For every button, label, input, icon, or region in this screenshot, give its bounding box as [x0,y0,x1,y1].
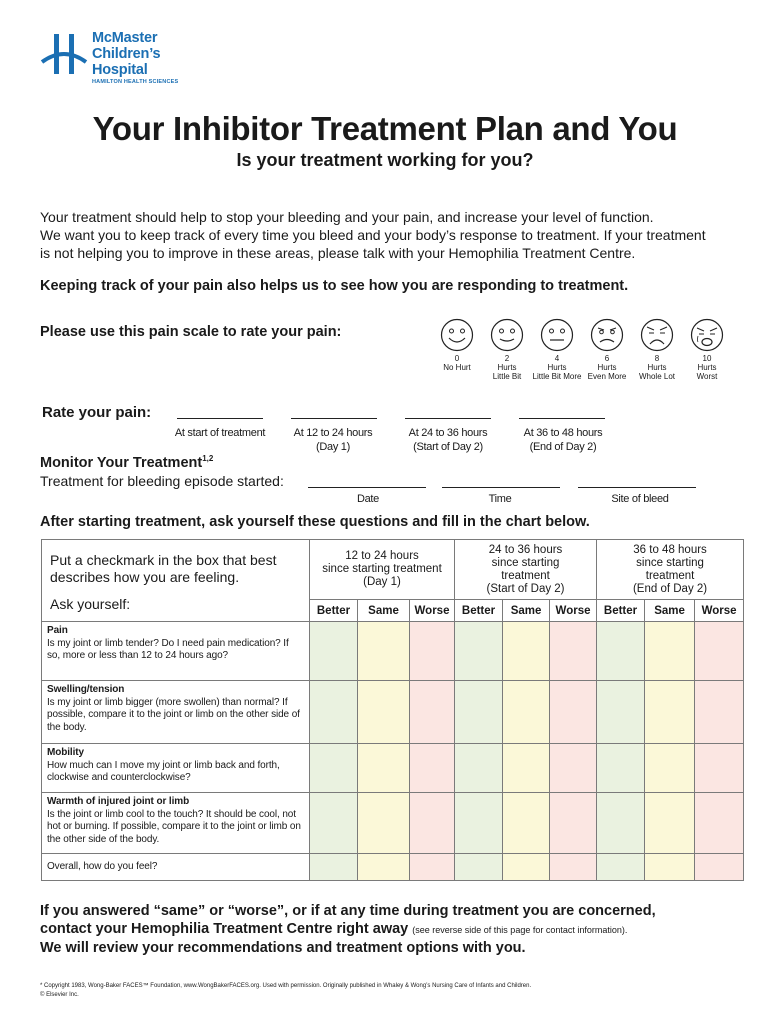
checkbox-pain-same-1[interactable] [358,622,410,681]
chart-instructions: After starting treatment, ask yourself these questions and fill in the chart below. [40,514,590,530]
episode-site-field[interactable] [578,487,696,488]
treatment-chart [41,539,744,881]
face-6-text-1: Hurts [597,363,617,372]
rate-pain-label: Rate your pain: [42,404,152,421]
chart-header-instructions [42,540,310,622]
checkbox-overall-worse-2[interactable] [550,854,597,881]
row-pain [42,622,744,681]
checkbox-swelling-better-3[interactable] [597,681,645,744]
intro-line-2: We want you to keep track of every time you bleed and your body’s response to treatment. If your treatment [40,227,706,243]
checkbox-mobility-same-2[interactable] [503,744,550,793]
episode-time-field[interactable] [442,487,560,488]
face-8-text-1: Hurts [647,363,667,372]
rate-caption-start-day2-line1: At 24 to 36 hours [408,427,488,439]
logo-line-4: HAMILTON HEALTH SCIENCES [92,79,179,85]
face-10-number: 10 [702,354,712,363]
period-start-day2-l3: treatment [501,569,550,582]
question-pain-text: Is my joint or limb tender? Do I need pain medication? If so, more or less than 12 to 24 hours ago? [47,637,289,661]
logo-line-3: Hospital [92,62,148,78]
question-pain-title: Pain [47,625,68,636]
checkbox-swelling-worse-1[interactable] [410,681,455,744]
checkbox-pain-same-3[interactable] [645,622,695,681]
checkbox-warmth-worse-3[interactable] [695,793,744,854]
episode-label: Treatment for bleeding episode started: [40,473,284,489]
rate-caption-end-day2-line1: At 36 to 48 hours [523,427,603,439]
checkbox-overall-worse-3[interactable] [695,854,744,881]
checkbox-warmth-same-3[interactable] [645,793,695,854]
checkbox-mobility-worse-3[interactable] [695,744,744,793]
col-better-3: Better [597,600,645,622]
intro-paragraph [40,208,750,262]
rate-start-field[interactable] [177,418,263,419]
hospital-logo-icon [40,32,88,76]
face-2-text-2: Little Bit [492,372,522,381]
checkbox-swelling-same-2[interactable] [503,681,550,744]
question-warmth [42,793,310,854]
monitor-title: Monitor Your Treatment [40,454,203,471]
face-hurts-whole-lot-icon [640,318,674,352]
col-worse-2: Worse [550,600,597,622]
checkbox-mobility-better-2[interactable] [455,744,503,793]
checkbox-swelling-better-2[interactable] [455,681,503,744]
monitor-heading [40,454,213,471]
logo-line-1: McMaster [92,30,158,46]
period-end-day2-l3: treatment [645,569,695,582]
checkbox-overall-better-2[interactable] [455,854,503,881]
checkbox-overall-worse-1[interactable] [410,854,455,881]
period-start-day2-l4: (Start of Day 2) [486,582,565,595]
rate-caption-end-day2-line2: (End of Day 2) [529,441,597,453]
question-pain [42,622,310,681]
checkbox-warmth-worse-1[interactable] [410,793,455,854]
period-day1-l3: (Day 1) [363,576,401,588]
period-start-day2-l1: 24 to 36 hours [488,543,563,556]
checkbox-pain-same-2[interactable] [503,622,550,681]
face-8-text-2: Whole Lot [638,372,676,381]
face-2 [482,318,532,381]
checkbox-swelling-same-1[interactable] [358,681,410,744]
face-6-number: 6 [604,354,610,363]
row-mobility [42,744,744,793]
face-4 [532,318,582,381]
intro-line-1: Your treatment should help to stop your bleeding and your pain, and increase your level of function. [40,209,654,225]
episode-time-caption: Time [488,493,512,505]
checkbox-pain-worse-3[interactable] [695,622,744,681]
footer-line-2-wrap [40,920,760,939]
pain-scale-label: Please use this pain scale to rate your pain: [40,324,342,340]
face-2-number: 2 [504,354,510,363]
checkbox-overall-same-2[interactable] [503,854,550,881]
checkbox-mobility-better-3[interactable] [597,744,645,793]
question-overall [42,854,310,881]
face-6 [582,318,632,381]
checkbox-overall-better-3[interactable] [597,854,645,881]
rate-caption-start [160,426,280,440]
col-better-1: Better [310,600,358,622]
face-hurts-little-more-icon [540,318,574,352]
checkbox-swelling-same-3[interactable] [645,681,695,744]
question-warmth-text: Is the joint or limb cool to the touch? It should be cool, not hot or burning. If possible, compare it to the joint or limb on the other side of the body. [47,808,301,845]
face-2-text-1: Hurts [497,363,517,372]
period-start-day2-l2: since starting [491,556,560,569]
checkbox-warmth-better-3[interactable] [597,793,645,854]
rate-caption-day1-line1: At 12 to 24 hours [293,427,373,439]
hospital-logo [40,30,240,90]
col-worse-3: Worse [695,600,744,622]
rate-caption-day1 [273,426,393,454]
question-mobility-title: Mobility [47,747,84,758]
checkbox-pain-worse-1[interactable] [410,622,455,681]
copyright-line-2: © Elsevier Inc. [40,992,79,998]
row-warmth [42,793,744,854]
question-overall-text: Overall, how do you feel? [47,860,158,872]
question-mobility [42,744,310,793]
checkbox-pain-better-3[interactable] [597,622,645,681]
face-hurts-little-bit-icon [490,318,524,352]
period-day1-l2: since starting treatment [322,563,442,575]
rate-caption-start-day2-line2: (Start of Day 2) [413,441,483,453]
checkbox-swelling-worse-2[interactable] [550,681,597,744]
period-day1-header [310,540,455,600]
row-swelling [42,681,744,744]
checkbox-pain-better-2[interactable] [455,622,503,681]
face-hurts-even-more-icon [590,318,624,352]
col-same-2: Same [503,600,550,622]
face-10-text-2: Worst [696,372,718,381]
checkbox-mobility-better-1[interactable] [310,744,358,793]
logo-line-2: Children’s [92,46,161,62]
face-10-text-1: Hurts [697,363,717,372]
chart-header-line2: describes how you are feeling. [50,569,240,585]
checkbox-warmth-better-1[interactable] [310,793,358,854]
pain-scale-faces [432,318,742,388]
face-8 [632,318,682,381]
checkbox-warmth-better-2[interactable] [455,793,503,854]
checkbox-overall-same-1[interactable] [358,854,410,881]
face-4-number: 4 [554,354,560,363]
copyright-line-1: * Copyright 1983, Wong-Baker FACES™ Foundation, www.WongBakerFACES.org. Used with permission. Originally published in Whaley & Wong’s Nursing Care of Infants and Children. [40,983,532,989]
rate-caption-start-line1: At start of treatment [174,427,266,439]
checkbox-pain-better-1[interactable] [310,622,358,681]
col-same-1: Same [358,600,410,622]
face-0-text: No Hurt [443,363,471,372]
checkbox-swelling-worse-3[interactable] [695,681,744,744]
footer-line-2-small: (see reverse side of this page for contact information). [412,925,628,935]
checkbox-warmth-same-2[interactable] [503,793,550,854]
question-swelling-text: Is my joint or limb bigger (more swollen) than normal? If possible, compare it to the joint or limb on the other side of the body. [47,696,300,733]
copyright-note [40,982,740,1000]
face-no-hurt-icon [440,318,474,352]
period-end-day2-l4: (End of Day 2) [632,582,708,595]
face-8-number: 8 [654,354,660,363]
face-6-text-2: Even More [587,372,627,381]
checkbox-warmth-same-1[interactable] [358,793,410,854]
col-worse-1: Worse [410,600,455,622]
chart-ask-yourself: Ask yourself: [50,596,131,612]
checkbox-mobility-worse-1[interactable] [410,744,455,793]
checkbox-mobility-same-3[interactable] [645,744,695,793]
footer-note [40,902,760,957]
checkbox-pain-worse-2[interactable] [550,622,597,681]
chart-header-line1: Put a checkmark in the box that best [50,552,277,568]
footer-line-2: contact your Hemophilia Treatment Centre right away [40,921,409,937]
question-swelling-title: Swelling/tension [47,684,125,695]
row-overall [42,854,744,881]
keeping-track-note: Keeping track of your pain also helps us to see how you are responding to treatment. [40,278,629,294]
face-4-text-2: Little Bit More [532,372,582,381]
intro-line-3: is not helping you to improve in these areas, please talk with your Hemophilia Treatment Centre. [40,245,636,261]
page-subtitle: Is your treatment working for you? [236,150,534,170]
checkbox-mobility-worse-2[interactable] [550,744,597,793]
period-start-day2-header [455,540,597,600]
rate-caption-end-day2 [503,426,623,454]
face-0-number: 0 [454,354,460,363]
col-same-3: Same [645,600,695,622]
episode-date-caption: Date [356,493,380,505]
footer-line-3: We will review your recommendations and treatment options with you. [40,940,526,956]
face-4-text-1: Hurts [547,363,567,372]
question-warmth-title: Warmth of injured joint or limb [47,796,190,807]
rate-caption-day1-line2: (Day 1) [316,441,350,453]
checkbox-warmth-worse-2[interactable] [550,793,597,854]
episode-site-caption: Site of bleed [611,493,669,505]
checkbox-swelling-better-1[interactable] [310,681,358,744]
footer-line-1: If you answered “same” or “worse”, or if at any time during treatment you are concerned, [40,903,656,919]
face-0 [432,318,482,372]
face-hurts-worst-icon [690,318,724,352]
checkbox-overall-same-3[interactable] [645,854,695,881]
page-title: Your Inhibitor Treatment Plan and You [92,110,678,147]
monitor-footnote-ref: 1,2 [202,454,214,463]
col-better-2: Better [455,600,503,622]
checkbox-mobility-same-1[interactable] [358,744,410,793]
period-day1-l1: 12 to 24 hours [345,550,419,562]
question-mobility-text: How much can I move my joint or limb back and forth, clockwise and counterclockwise? [47,759,280,783]
period-end-day2-header [597,540,744,600]
rate-day1-field[interactable] [291,418,377,419]
period-end-day2-l1: 36 to 48 hours [633,543,707,556]
rate-end-day2-field[interactable] [519,418,605,419]
period-end-day2-l2: since starting [636,556,704,569]
question-swelling [42,681,310,744]
face-10 [682,318,732,381]
episode-date-field[interactable] [308,487,426,488]
rate-start-day2-field[interactable] [405,418,491,419]
rate-caption-start-day2 [388,426,508,454]
checkbox-overall-better-1[interactable] [310,854,358,881]
